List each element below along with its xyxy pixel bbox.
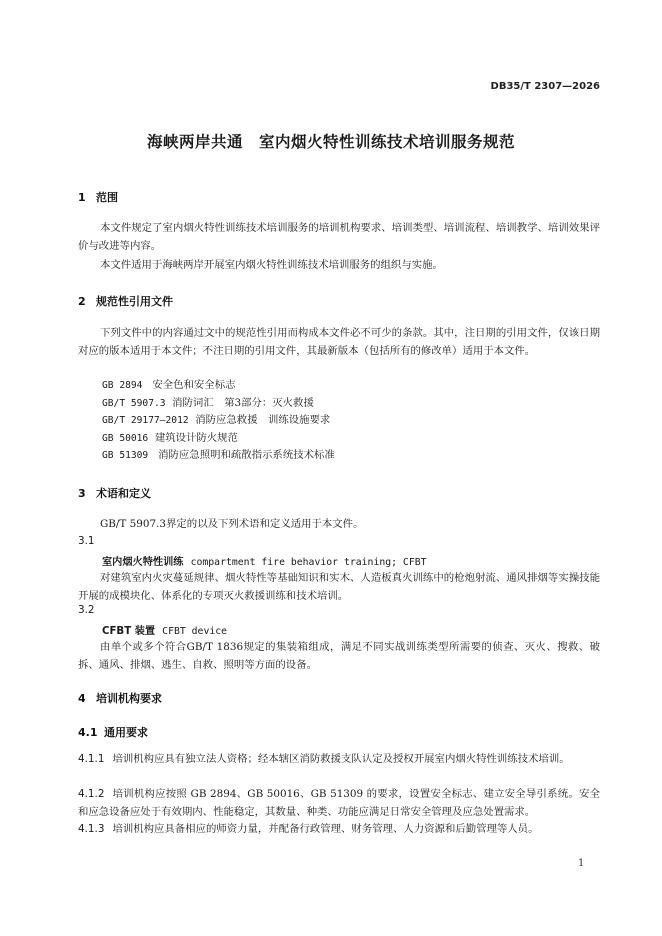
clause-number: 4.1.1: [78, 753, 105, 765]
section-title: 规范性引用文件: [96, 295, 173, 308]
section-number: 2: [78, 295, 86, 308]
clause-4-1-2: [78, 785, 600, 822]
clause-4-1-1: [78, 750, 600, 768]
term-definition: 由单个或多个符合GB/T 1836规定的集装箱组成，满足不同实战训练类型所需要的侦查、灭火、搜救、破拆、通风、排烟、逃生、自救、照明等方面的设备。: [78, 641, 600, 672]
document-code: DB35/T 2307—2026: [490, 81, 600, 92]
reference-title: 消防应急照明和疏散指示系统技术标准: [158, 449, 335, 461]
section-3-heading: [78, 485, 151, 501]
reference-item: [102, 430, 238, 447]
term-name-zh: CFBT 装置: [102, 626, 156, 637]
term-name: [102, 622, 227, 637]
reference-title: 安全色和安全标志: [152, 379, 236, 391]
clause-number: 4.1.2: [78, 788, 105, 800]
section-2-heading: [78, 293, 173, 309]
term-name-zh: 室内烟火特性训练: [102, 557, 184, 568]
term-definition: 对建筑室内火灾蔓延规律、烟火特性等基础知识和实木、人造板真火训练中的枪炮射流、通风排烟等实操技能开展的成模块化、体系化的专项灭火救援训练和技术培训。: [78, 572, 600, 603]
page-number: 1: [578, 858, 585, 869]
clause-text: 培训机构应具备相应的师资力量，并配备行政管理、财务管理、人力资源和后勤管理等人员。: [112, 823, 539, 835]
subsection-number: 4.1: [78, 726, 98, 739]
reference-title: 建筑设计防火规范: [154, 432, 238, 444]
term-name-en: compartment fire behavior training; CFBT: [190, 557, 427, 568]
reference-code: GB 51309: [102, 450, 149, 461]
reference-title: 消防词汇 第3部分：灭火救援: [172, 397, 314, 409]
section-1-heading: [78, 189, 118, 205]
term-number: 3.1: [78, 535, 95, 547]
term-name-en: CFBT device: [162, 626, 228, 637]
reference-code: GB/T 29177—2012: [102, 415, 189, 426]
term-number: 3.2: [78, 604, 95, 616]
reference-item: [102, 395, 314, 412]
reference-code: GB 50016: [102, 433, 149, 444]
reference-code: GB/T 5907.3: [102, 398, 166, 409]
scope-paragraph-2: 本文件适用于海峡两岸开展室内烟火特性训练技术培训服务的组织与实施。: [100, 259, 443, 271]
document-title: 海峡两岸共通 室内烟火特性训练技术培训服务规范: [146, 133, 515, 151]
term-name: [102, 553, 427, 568]
normative-references-paragraph: 下列文件中的内容通过文中的规范性引用而构成本文件必不可少的条款。其中，注日期的引用文件，仅该日期对应的版本适用于本文件；不注日期的引用文件，其最新版本（包括所有的修改单）适用于本文件。: [78, 327, 600, 358]
reference-item: [102, 377, 235, 394]
clause-text: 培训机构应按照 GB 2894、GB 50016、GB 51309 的要求，设置安全标志、建立安全导引系统。安全和应急设备应处于有效期内、性能稳定，其数量、种类、功能应满足日常安全管理及应急处置需求。: [78, 788, 600, 819]
section-4-heading: [78, 690, 162, 706]
section-title: 术语和定义: [96, 487, 151, 500]
clause-number: 4.1.3: [78, 823, 105, 835]
subsection-title: 通用要求: [104, 726, 148, 739]
section-title: 范围: [96, 191, 118, 204]
section-number: 4: [78, 692, 86, 705]
clause-4-1-3: [78, 820, 600, 838]
subsection-4-1-heading: [78, 724, 148, 740]
reference-item: [102, 447, 335, 464]
section-number: 3: [78, 487, 86, 500]
reference-code: GB 2894: [102, 380, 143, 391]
section-title: 培训机构要求: [96, 692, 162, 705]
reference-title: 消防应急救援 训练设施要求: [195, 414, 331, 426]
clause-text: 培训机构应具有独立法人资格；经本辖区消防救援支队认定及授权开展室内烟火特性训练技术培训。: [112, 753, 570, 765]
terms-intro: GB/T 5907.3界定的以及下列术语和定义适用于本文件。: [100, 518, 364, 530]
section-number: 1: [78, 191, 86, 204]
scope-paragraph-1: 本文件规定了室内烟火特性训练技术培训服务的培训机构要求、培训类型、培训流程、培训教学、培训效果评价与改进等内容。: [78, 222, 600, 253]
reference-item: [102, 412, 330, 429]
